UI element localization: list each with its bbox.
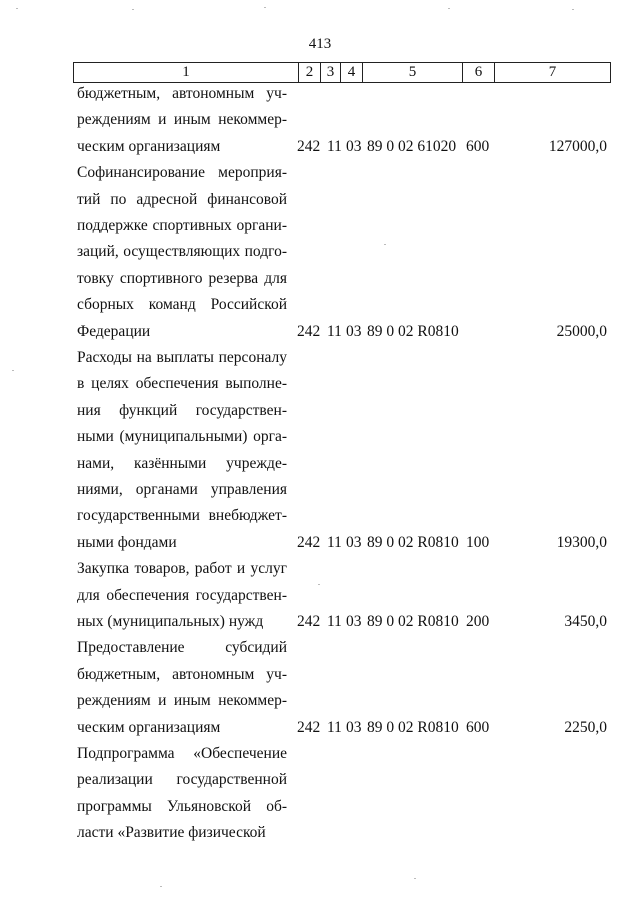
row-text-line: для обеспечения государствен-: [77, 586, 287, 604]
row-codes: [297, 137, 497, 157]
code-gr: 242: [297, 322, 321, 340]
code-pr: 03: [346, 613, 362, 630]
scan-speck: [160, 886, 162, 887]
scan-speck: [16, 8, 18, 9]
row-text-line: ласти «Развитие физической: [77, 824, 266, 842]
code-csr: 89 0 02 R0810: [367, 613, 459, 630]
row-text-line: Подпрограмма «Обеспечение: [77, 745, 287, 762]
scan-speck: [384, 244, 386, 245]
row-text-line: Предоставление субсидий: [77, 639, 287, 657]
table-header: [73, 62, 611, 83]
row-text-line: программы Ульяновской об-: [77, 797, 287, 815]
header-col-2: 2: [298, 63, 320, 82]
row-text-line: поддержке спортивных органи-: [77, 217, 287, 234]
code-rz: 11: [327, 137, 342, 155]
scan-speck: [12, 370, 14, 371]
row-text-line: Софинансирование мероприя-: [77, 164, 287, 182]
row-text-line: товку спортивного резерва для: [77, 269, 287, 287]
code-pr: 03: [346, 718, 362, 736]
row-codes: [297, 718, 497, 738]
row-text-line: государственными внебюджет-: [77, 507, 287, 525]
row-text-line: бюджетным, автономным уч-: [77, 665, 287, 683]
header-col-5: 5: [362, 63, 462, 82]
header-col-1: 1: [182, 64, 190, 80]
row-text-line: ными фондами: [77, 533, 177, 551]
scan-speck: [132, 9, 134, 10]
code-rz: 11: [327, 613, 342, 630]
row-text-line: Расходы на выплаты персоналу: [77, 349, 287, 366]
row-text-line: бюджетным, автономным уч-: [77, 85, 287, 102]
row-amount: 3450,0: [564, 613, 607, 630]
row-text-line: ных (муниципальных) нужд: [77, 613, 264, 630]
code-vr: 600: [466, 137, 490, 155]
header-col-6: 6: [462, 63, 494, 82]
code-vr: 200: [466, 613, 490, 630]
code-pr: 03: [346, 322, 362, 340]
header-col-4: 4: [340, 63, 362, 82]
row-text-line: нами, казёнными учрежде-: [77, 454, 287, 472]
row-amount: 25000,0: [556, 322, 607, 340]
row-codes: [297, 612, 497, 632]
row-text-line: Федерации: [77, 322, 151, 340]
code-rz: 11: [327, 322, 342, 340]
code-csr: 89 0 02 R0810: [367, 533, 459, 551]
code-pr: 03: [346, 137, 362, 155]
scan-speck: [264, 7, 266, 8]
code-vr: 600: [466, 718, 490, 736]
row-amount: 127000,0: [548, 137, 607, 155]
code-vr: 100: [466, 533, 490, 551]
code-gr: 242: [297, 137, 321, 155]
code-rz: 11: [327, 718, 342, 736]
row-amount: 2250,0: [564, 718, 607, 736]
code-gr: 242: [297, 613, 321, 630]
code-gr: 242: [297, 533, 321, 551]
row-text-line: ными (муниципальными) орга-: [77, 428, 287, 446]
code-gr: 242: [297, 718, 321, 736]
code-csr: 89 0 02 61020: [367, 137, 457, 155]
row-text-line: реждениям и иным некоммер-: [77, 692, 287, 710]
scan-speck: [318, 584, 320, 585]
row-amount: 19300,0: [556, 533, 607, 551]
scan-speck: [448, 8, 450, 9]
row-text-line: реализации государственной: [77, 771, 287, 789]
header-col-7: 7: [494, 63, 610, 82]
row-text-line: реждениям и иным некоммер-: [77, 111, 287, 129]
row-text-line: ческим организациям: [77, 718, 221, 736]
page-number: 413: [308, 36, 332, 52]
row-codes: [297, 322, 497, 342]
row-text-line: сборных команд Российской: [77, 296, 287, 314]
scan-speck: [572, 9, 574, 10]
code-csr: 89 0 02 R0810: [367, 322, 459, 340]
header-col-3: 3: [320, 63, 340, 82]
row-text-line: ния функций государствен-: [77, 401, 287, 419]
row-text-line: тий по адресной финансовой: [77, 190, 287, 208]
row-codes: [297, 823, 497, 843]
row-text-line: Закупка товаров, работ и услуг: [77, 560, 287, 578]
code-csr: 89 0 02 R0810: [367, 718, 459, 736]
row-text-line: ниями, органами управления: [77, 481, 287, 498]
scan-speck: [414, 878, 416, 879]
row-text-line: ческим организациям: [77, 137, 221, 155]
code-pr: 03: [346, 533, 362, 551]
row-text-line: заций, осуществляющих подго-: [77, 243, 287, 261]
row-codes: [297, 533, 497, 553]
row-text-line: в целях обеспечения выполне-: [77, 375, 287, 393]
code-rz: 11: [327, 533, 342, 551]
